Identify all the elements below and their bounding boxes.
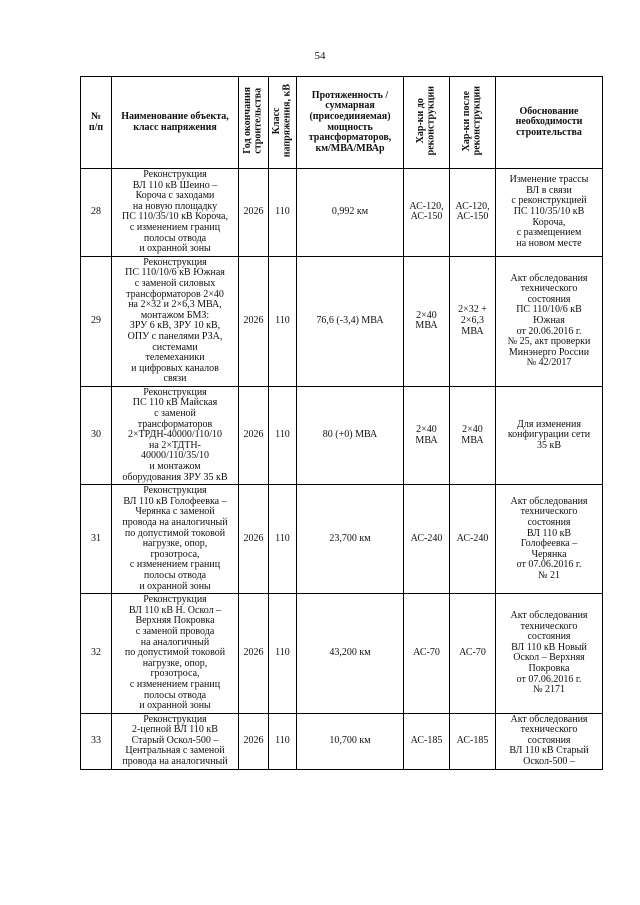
row-length: 23,700 км — [297, 485, 404, 594]
row-before: АС-185 — [404, 713, 450, 769]
row-before: 2×40 МВА — [404, 256, 450, 386]
row-length: 80 (+0) МВА — [297, 386, 404, 484]
row-num: 33 — [81, 713, 112, 769]
row-num: 31 — [81, 485, 112, 594]
row-length: 43,200 км — [297, 594, 404, 714]
table-row — [81, 256, 603, 386]
table-row — [81, 485, 603, 594]
row-voltage: 110 — [269, 713, 297, 769]
row-voltage: 110 — [269, 485, 297, 594]
row-length: 76,6 (-3,4) МВА — [297, 256, 404, 386]
row-num: 28 — [81, 169, 112, 257]
row-name: Реконструкция 2-цепной ВЛ 110 кВ Старый Оскол-500 – Центральная с заменой провода на аналогичный — [112, 713, 239, 769]
construction-table — [80, 76, 603, 770]
row-length: 10,700 км — [297, 713, 404, 769]
header-after: Хар-ки после реконструкции — [450, 77, 496, 169]
row-year: 2026 — [239, 485, 269, 594]
table-row — [81, 713, 603, 769]
header-voltage: Класс напряжения, кВ — [269, 77, 297, 169]
header-length: Протяженность / суммарная (присоединяемая) мощность трансформаторов, км/МВА/МВАр — [297, 77, 404, 169]
row-name: Реконструкция ПС 110/10/6 кВ Южная с заменой силовых трансформаторов 2×40 на 2×32 и 2×6,3 МВА, монтажом БМЗ: ЗРУ 6 кВ, ЗРУ 10 кВ, ОПУ с панелями РЗА, системами телемеханики и цифровых каналов связи — [112, 256, 239, 386]
row-year: 2026 — [239, 256, 269, 386]
row-after: 2×32 + 2×6,3 МВА — [450, 256, 496, 386]
row-reason: Акт обследования технического состояния ПС 110/10/6 кВ Южная от 20.06.2016 г. № 25, акт проверки Минэнерго России № 42/2017 — [496, 256, 603, 386]
header-reason: Обоснование необходимости строительства — [496, 77, 603, 169]
row-year: 2026 — [239, 713, 269, 769]
header-year: Год окончания строительства — [239, 77, 269, 169]
row-reason: Изменение трассы ВЛ в связи с реконструкцией ПС 110/35/10 кВ Короча, с размещением на новом месте — [496, 169, 603, 257]
row-after: АС-185 — [450, 713, 496, 769]
row-year: 2026 — [239, 169, 269, 257]
row-voltage: 110 — [269, 169, 297, 257]
table-row — [81, 594, 603, 714]
header-name: Наименование объекта, класс напряжения — [112, 77, 239, 169]
row-before: АС-240 — [404, 485, 450, 594]
row-name: Реконструкция ВЛ 110 кВ Шеино – Короча с заходами на новую площадку ПС 110/35/10 кВ Короча, с изменением границ полосы отвода и охранной зоны — [112, 169, 239, 257]
row-name: Реконструкция ВЛ 110 кВ Н. Оскол – Верхняя Покровка с заменой провода на аналогичный по допустимой токовой нагрузке, опор, грозотроса, с изменением границ полосы отвода и охранной зоны — [112, 594, 239, 714]
row-year: 2026 — [239, 386, 269, 484]
row-reason: Акт обследования технического состояния ВЛ 110 кВ Новый Оскол – Верхняя Покровка от 07.06.2016 г. № 2171 — [496, 594, 603, 714]
row-year: 2026 — [239, 594, 269, 714]
row-before: АС-120, АС-150 — [404, 169, 450, 257]
row-voltage: 110 — [269, 386, 297, 484]
row-num: 29 — [81, 256, 112, 386]
row-voltage: 110 — [269, 594, 297, 714]
row-reason: Акт обследования технического состояния ВЛ 110 кВ Старый Оскол-500 – — [496, 713, 603, 769]
row-after: АС-240 — [450, 485, 496, 594]
table-header-row — [81, 77, 603, 169]
row-num: 30 — [81, 386, 112, 484]
row-name: Реконструкция ПС 110 кВ Майская с заменой трансформаторов 2×ТРДН-40000/110/10 на 2×ТДТН- 40000/110/35/10 и монтажом оборудования ЗРУ 35 кВ — [112, 386, 239, 484]
table-row — [81, 169, 603, 257]
row-name: Реконструкция ВЛ 110 кВ Голофеевка – Черянка с заменой провода на аналогичный по допустимой токовой нагрузке, опор, грозотроса, с изменением границ полосы отвода и охранной зоны — [112, 485, 239, 594]
row-voltage: 110 — [269, 256, 297, 386]
row-reason: Для изменения конфигурации сети 35 кВ — [496, 386, 603, 484]
row-num: 32 — [81, 594, 112, 714]
header-num: № п/п — [81, 77, 112, 169]
row-reason: Акт обследования технического состояния ВЛ 110 кВ Голофеевка – Черянка от 07.06.2016 г. № 21 — [496, 485, 603, 594]
row-after: 2×40 МВА — [450, 386, 496, 484]
row-length: 0,992 км — [297, 169, 404, 257]
row-after: АС-120, АС-150 — [450, 169, 496, 257]
row-before: 2×40 МВА — [404, 386, 450, 484]
table-row — [81, 386, 603, 484]
header-before: Хар-ки до реконструкции — [404, 77, 450, 169]
row-before: АС-70 — [404, 594, 450, 714]
row-after: АС-70 — [450, 594, 496, 714]
page-number: 54 — [314, 50, 326, 62]
